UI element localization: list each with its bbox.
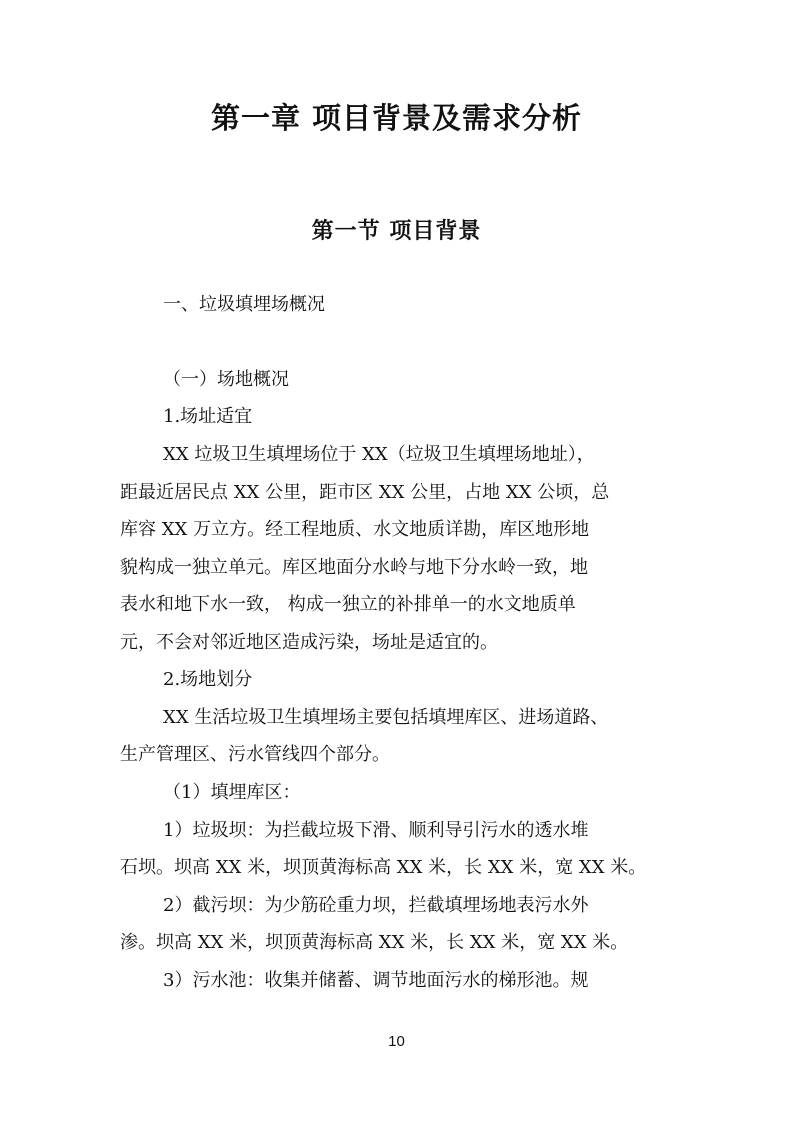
paragraph-line: 1）垃圾坝：为拦截垃圾下滑、顺利导引污水的透水堆: [163, 820, 589, 841]
section-title: 第一节 项目背景: [311, 219, 482, 244]
heading-1: 一、垃圾填埋场概况: [163, 294, 325, 315]
paragraph-line: 元，不会对邻近地区造成污染，场址是适宜的。: [120, 632, 498, 653]
item-2: 2.场地划分: [163, 669, 253, 690]
paragraph-line: 库容 XX 万立方。经工程地质、水文地质详勘，库区地形地: [120, 519, 590, 540]
paragraph-line: XX 垃圾卫生填埋场位于 XX（垃圾卫生填埋场地址），: [163, 444, 595, 465]
paragraph-line: 貌构成一独立单元。库区地面分水岭与地下分水岭一致，地: [120, 557, 588, 578]
subheading-1: （一）场地概况: [163, 369, 289, 390]
chapter-title: 第一章 项目背景及需求分析: [210, 101, 583, 135]
paragraph-line: 2）截污坝：为少筋砼重力坝，拦截填埋场地表污水外: [163, 895, 589, 916]
paragraph-line: 表水和地下水一致， 构成一独立的补排单一的水文地质单: [120, 594, 576, 615]
paragraph-line: XX 生活垃圾卫生填埋场主要包括填埋库区、进场道路、: [163, 707, 609, 728]
item-1: 1.场址适宜: [163, 406, 253, 427]
page-number: 10: [388, 1033, 405, 1050]
paragraph-line: 3）污水池：收集并储蓄、调节地面污水的梯形池。规: [163, 970, 589, 991]
paragraph-line: 渗。坝高 XX 米，坝顶黄海标高 XX 米，长 XX 米，宽 XX 米。: [120, 932, 629, 953]
paragraph-line: 石坝。坝高 XX 米，坝顶黄海标高 XX 米，长 XX 米，宽 XX 米。: [120, 857, 647, 878]
subitem-1: （1）填埋库区：: [163, 782, 301, 803]
paragraph-line: 生产管理区、污水管线四个部分。: [120, 744, 390, 765]
paragraph-line: 距最近居民点 XX 公里，距市区 XX 公里，占地 XX 公顷，总: [120, 482, 610, 503]
